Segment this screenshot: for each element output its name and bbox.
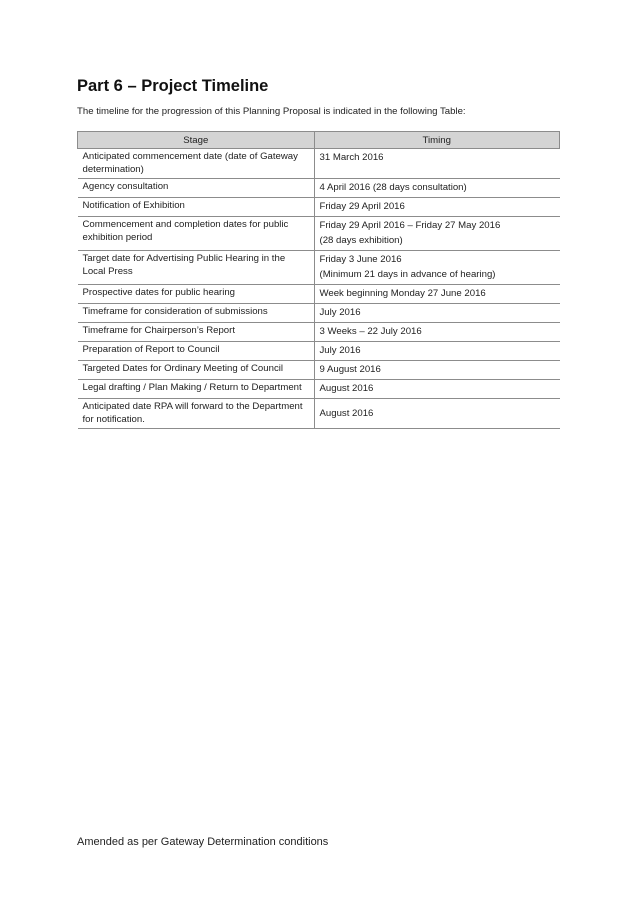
timeline-table: [77, 131, 560, 429]
table-row: [78, 304, 560, 323]
table-row: [78, 399, 560, 429]
stage-cell: Timeframe for Chairperson’s Report: [78, 323, 315, 342]
header-timing: Timing: [314, 132, 560, 149]
table-row: [78, 179, 560, 198]
stage-cell: Preparation of Report to Council: [78, 342, 315, 361]
table-row: [78, 323, 560, 342]
stage-cell: Anticipated commencement date (date of Gateway determination): [78, 149, 315, 179]
timing-cell: August 2016: [314, 380, 560, 399]
stage-cell: Prospective dates for public hearing: [78, 285, 315, 304]
stage-cell: Target date for Advertising Public Hearing in the Local Press: [78, 251, 315, 285]
timing-cell: Friday 29 April 2016: [314, 198, 560, 217]
stage-cell: Timeframe for consideration of submissions: [78, 304, 315, 323]
footer-note: Amended as per Gateway Determination conditions: [77, 836, 329, 848]
table-row: [78, 342, 560, 361]
timing-cell: Week beginning Monday 27 June 2016: [314, 285, 560, 304]
timing-cell: Friday 3 June 2016 (Minimum 21 days in advance of hearing): [314, 251, 560, 285]
table-row: [78, 149, 560, 179]
timing-cell: 3 Weeks – 22 July 2016: [314, 323, 560, 342]
stage-cell: Anticipated date RPA will forward to the Department for notification.: [78, 399, 315, 429]
table-header-row: [78, 132, 560, 149]
timing-cell: July 2016: [314, 342, 560, 361]
stage-cell: Notification of Exhibition: [78, 198, 315, 217]
timing-cell: 4 April 2016 (28 days consultation): [314, 179, 560, 198]
table-row: [78, 361, 560, 380]
table-row: [78, 198, 560, 217]
timing-cell: 31 March 2016: [314, 149, 560, 179]
table-row: [78, 285, 560, 304]
section-heading: Part 6 – Project Timeline: [77, 77, 269, 95]
intro-paragraph: The timeline for the progression of this Planning Proposal is indicated in the following Table:: [77, 106, 466, 117]
stage-cell: Agency consultation: [78, 179, 315, 198]
table-row: [78, 380, 560, 399]
header-stage: Stage: [78, 132, 315, 149]
stage-cell: Commencement and completion dates for public exhibition period: [78, 217, 315, 251]
timing-cell: 9 August 2016: [314, 361, 560, 380]
stage-cell: Legal drafting / Plan Making / Return to Department: [78, 380, 315, 399]
timing-cell: Friday 29 April 2016 – Friday 27 May 2016 (28 days exhibition): [314, 217, 560, 251]
table-row: [78, 217, 560, 251]
timing-cell: August 2016: [314, 399, 560, 429]
timing-cell: July 2016: [314, 304, 560, 323]
table-row: [78, 251, 560, 285]
stage-cell: Targeted Dates for Ordinary Meeting of Council: [78, 361, 315, 380]
